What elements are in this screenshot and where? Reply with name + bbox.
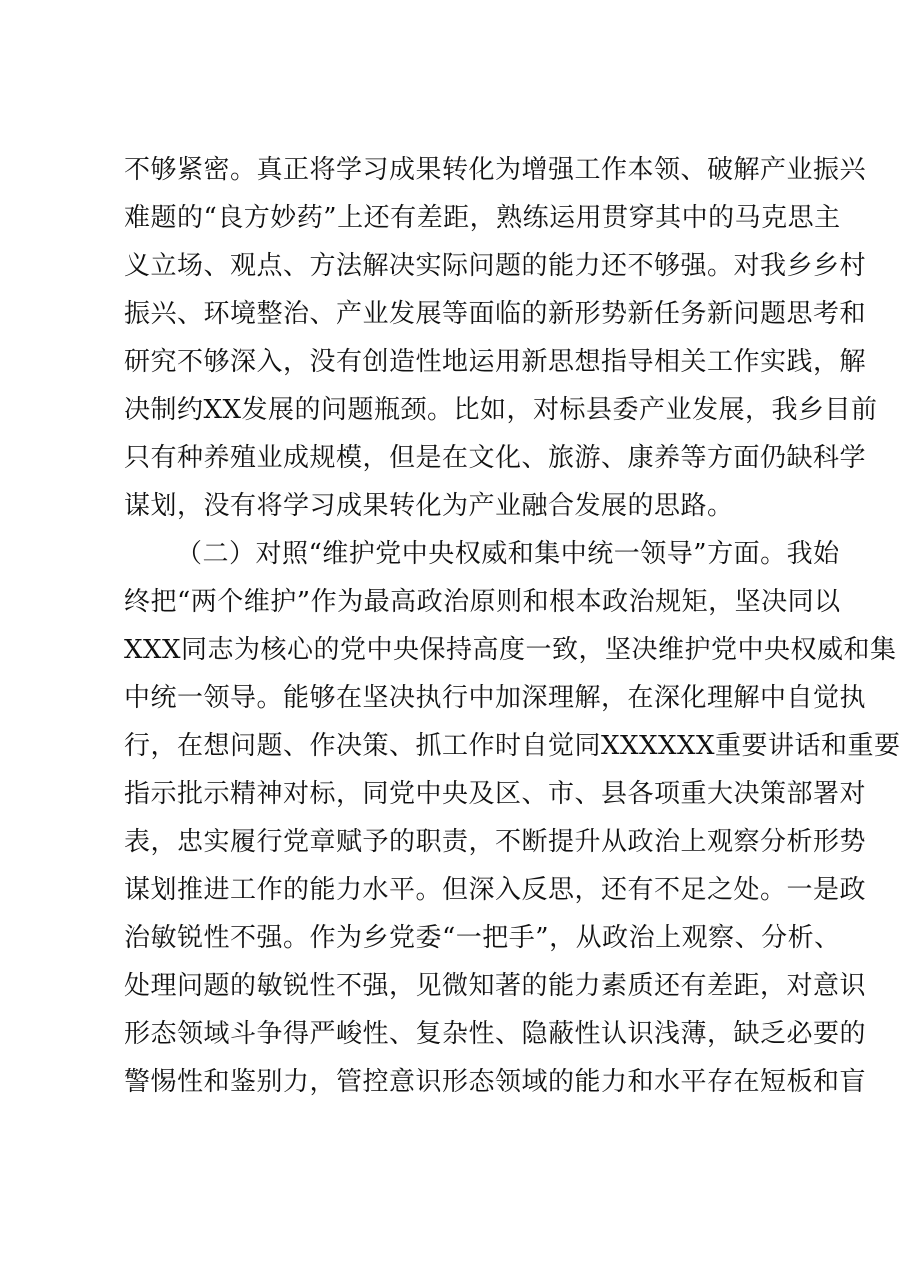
text-line: 指示批示精神对标，同党中央及区、市、县各项重大决策部署对	[124, 779, 867, 809]
text-line: 难题的“良方妙药”上还有差距，熟练运用贯穿其中的马克思主	[124, 203, 841, 233]
text-line: 研究不够深入，没有创造性地运用新思想指导相关工作实践，解	[124, 347, 867, 377]
text-line: 决制约XX发展的问题瓶颈。比如，对标县委产业发展，我乡目前	[124, 395, 878, 425]
text-line: XXX同志为核心的党中央保持高度一致，坚决维护党中央权威和集	[124, 635, 897, 665]
text-line: 谋划，没有将学习成果转化为产业融合发展的思路。	[124, 491, 734, 521]
text-line: 处理问题的敏锐性不强，见微知著的能力素质还有差距，对意识	[124, 971, 867, 1001]
text-line: 表，忠实履行党章赋予的职责，不断提升从政治上观察分析形势	[124, 827, 867, 857]
text-line: 终把“两个维护”作为最高政治原则和根本政治规矩，坚决同以	[124, 587, 841, 617]
text-line: 不够紧密。真正将学习成果转化为增强工作本领、破解产业振兴	[124, 155, 867, 185]
text-line: 中统一领导。能够在坚决执行中加深理解，在深化理解中自觉执	[124, 683, 867, 713]
text-line: 治敏锐性不强。作为乡党委“一把手”，从政治上观察、分析、	[124, 923, 841, 953]
text-line: 只有种养殖业成规模，但是在文化、旅游、康养等方面仍缺科学	[124, 443, 867, 473]
section-heading-line: （二）对照“维护党中央权威和集中统一领导”方面。我始	[176, 539, 840, 569]
text-line: 义立场、观点、方法解决实际问题的能力还不够强。对我乡乡村	[124, 251, 867, 281]
text-line: 警惕性和鉴别力，管控意识形态领域的能力和水平存在短板和盲	[124, 1067, 867, 1097]
text-line: 形态领域斗争得严峻性、复杂性、隐蔽性认识浅薄，缺乏必要的	[124, 1019, 867, 1049]
text-line: 行，在想问题、作决策、抓工作时自觉同XXXXXX重要讲话和重要	[124, 731, 901, 761]
body-text	[124, 146, 901, 1106]
text-line: 谋划推进工作的能力水平。但深入反思，还有不足之处。一是政	[124, 875, 867, 905]
text-line: 振兴、环境整治、产业发展等面临的新形势新任务新问题思考和	[124, 299, 867, 329]
